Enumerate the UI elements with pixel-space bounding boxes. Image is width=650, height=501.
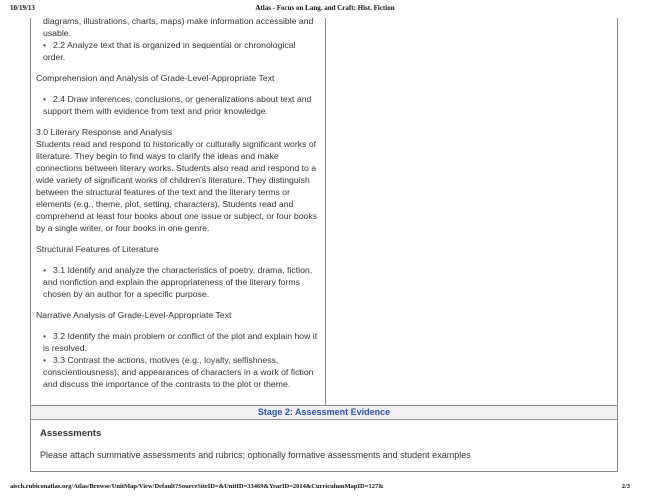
standard-item: • 3.2 Identify the main problem or conflict of the plot and explain how it is resolved. xyxy=(43,330,320,354)
header-date: 10/19/13 xyxy=(10,4,35,12)
footer-page-number: 2/3 xyxy=(621,483,630,490)
standard-item: • 2.4 Draw inferences, conclusions, or generalizations about text and support them with evidence from text and prior knowledge. xyxy=(43,93,320,117)
standards-paragraph-line: Narrative Analysis of Grade-Level-Appropriate Text xyxy=(36,310,232,320)
standard-item: • 3.3 Contrast the actions, motives (e.g., loyalty, selfishness, conscientiousness), and appearances of characters in a work of fiction and discuss the importance of the contrasts to the plot or theme. xyxy=(43,354,320,390)
standards-paragraph xyxy=(36,126,320,234)
standards-table xyxy=(30,18,618,405)
footer-url: aisch.rubiconatlas.org/Atlas/Browse/UnitMap/View/Default?SourceSiteID=&UnitID=33469&YearID=2014&CurriculumMapID=127& xyxy=(10,483,384,490)
assessments-body-text: Please attach summative assessments and rubrics; optionally formative assessments and student examples xyxy=(40,450,471,460)
standards-list xyxy=(36,18,320,63)
standard-item: • 2.2 Analyze text that is organized in sequential or chronological order. xyxy=(43,39,320,63)
standards-paragraph xyxy=(36,243,320,255)
stage2-header-row: Stage 2: Assessment Evidence xyxy=(30,405,618,420)
standard-item: • 3.1 Identify and analyze the characteristics of poetry, drama, fiction, and nonfiction and explain the appropriateness of the literary forms chosen by an author for a specific purpose. xyxy=(43,264,320,300)
standards-content xyxy=(36,18,320,390)
standards-list xyxy=(36,93,320,117)
assessments-heading: Assessments xyxy=(40,428,102,439)
standards-paragraph xyxy=(36,309,320,321)
standards-list xyxy=(36,264,320,300)
standards-paragraph-line: 3.0 Literary Response and Analysis xyxy=(36,127,173,137)
standards-paragraph-line: Structural Features of Literature xyxy=(36,244,159,254)
standard-item-continued: diagrams, illustrations, charts, maps) make information accessible and usable. xyxy=(43,18,314,38)
standards-paragraph-line: Students read and respond to historically or culturally significant works of literature. They begin to find ways to clarify the ideas and make connections between literary works. Students also read and respond to a wide variety of significant works of children's literature. They distinguish between the structural features of the text and the literary terms or elements (e.g., theme, plot, setting, characters). Students read and comprehend at least four books about one issue or subject, or four books by a single writer, or four books in one genre. xyxy=(36,139,318,233)
standards-list xyxy=(36,330,320,390)
standards-paragraph xyxy=(36,72,320,84)
standards-table-left-cell xyxy=(31,18,326,405)
standards-table-right-cell xyxy=(326,18,617,405)
assessments-section xyxy=(30,420,618,472)
standards-paragraph-line: Comprehension and Analysis of Grade-Level-Appropriate Text xyxy=(36,73,275,83)
header-title: Atlas - Focus on Lang. and Craft: Hist. Fiction xyxy=(255,4,395,12)
